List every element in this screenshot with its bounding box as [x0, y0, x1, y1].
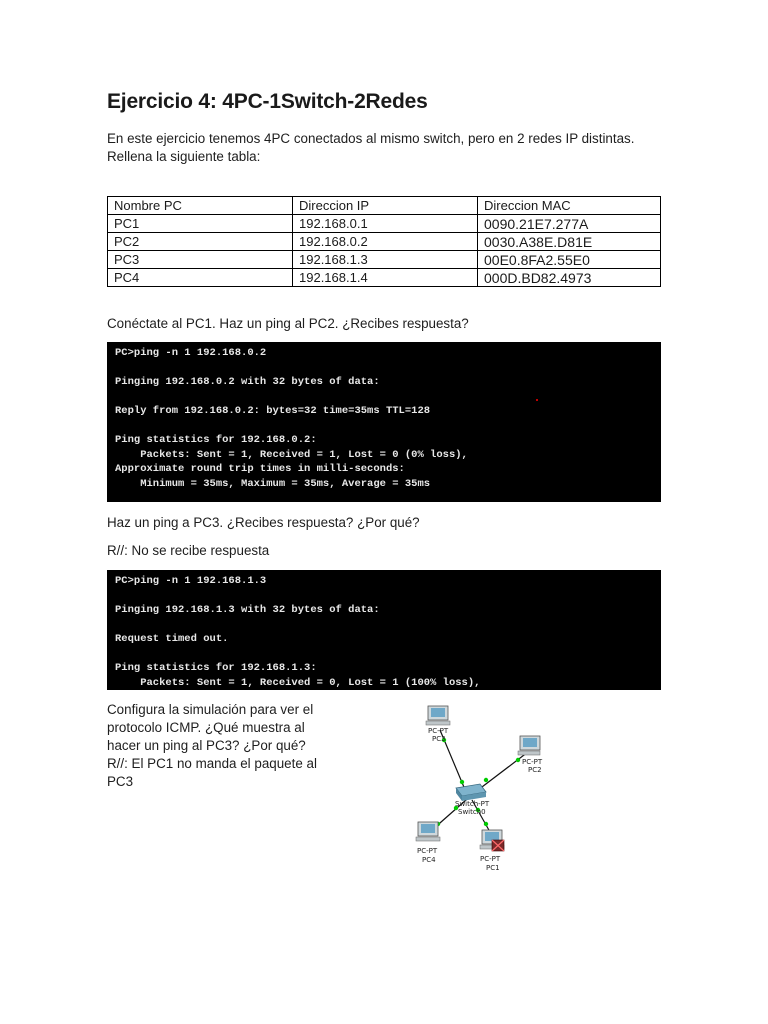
terminal-line: Minimum = 35ms, Maximum = 35ms, Average = 35ms: [115, 477, 431, 490]
terminal-line: Pinging 192.168.1.3 with 32 bytes of data:: [115, 604, 380, 616]
terminal-ping-pc2: [107, 342, 661, 502]
question-1: Conéctate al PC1. Haz un ping al PC2. ¿Recibes respuesta?: [107, 316, 469, 331]
terminal-line: Packets: Sent = 1, Received = 0, Lost = 1 (100% loss),: [115, 676, 481, 689]
red-pixel-mark: [536, 399, 538, 401]
cell-ip: 192.168.1.4: [293, 269, 478, 287]
pc2-type-label: PC-PT: [522, 758, 543, 766]
question-3-line3: hacer un ping al PC3? ¿Por qué?: [107, 738, 306, 753]
terminal-ping-pc3: [107, 570, 661, 690]
pc-keyboard-icon: [416, 837, 440, 841]
link-light-icon: [484, 778, 488, 782]
cell-mac: 000D.BD82.4973: [478, 269, 661, 287]
table-row: [108, 233, 661, 251]
question-3-line1: Configura la simulación para ver el: [107, 702, 314, 717]
switch-type-label: Switch-PT: [455, 800, 490, 808]
terminal-line: PC>ping -n 1 192.168.1.3: [115, 575, 267, 587]
cell-pc-name: PC3: [108, 251, 293, 269]
cell-pc-name: PC4: [108, 269, 293, 287]
terminal-line: [115, 419, 661, 434]
answer-3-line1: R//: El PC1 no manda el paquete al: [107, 756, 317, 771]
network-topology-diagram: [400, 700, 543, 880]
cell-ip: 192.168.0.2: [293, 233, 478, 251]
terminal-line: [115, 589, 661, 604]
cell-ip: 192.168.1.3: [293, 251, 478, 269]
terminal-line: Request timed out.: [115, 633, 229, 645]
link-light-icon: [516, 758, 520, 762]
pc1-name-label: PC1: [486, 864, 500, 872]
terminal-line: [115, 361, 661, 376]
table-row: [108, 251, 661, 269]
pc1-node[interactable]: [480, 830, 504, 872]
switch0-node[interactable]: [455, 784, 490, 816]
pc2-node[interactable]: [518, 736, 543, 774]
pc1-type-label: PC-PT: [480, 855, 501, 863]
pc-screen-icon: [523, 738, 537, 747]
terminal-line: PC>ping -n 1 192.168.0.2: [115, 347, 267, 359]
header-nombre-pc: Nombre PC: [108, 197, 293, 215]
table-header-row: [108, 197, 661, 215]
pc-keyboard-icon: [426, 721, 450, 725]
pc4-node[interactable]: [416, 822, 440, 864]
header-direccion-ip: Direccion IP: [293, 197, 478, 215]
link-light-icon: [460, 780, 464, 784]
network-links: [432, 730, 528, 832]
page-title: Ejercicio 4: 4PC-1Switch-2Redes: [107, 90, 428, 113]
pc2-name-label: PC2: [528, 766, 542, 774]
pc3-node[interactable]: [426, 706, 450, 743]
table-row: [108, 215, 661, 233]
intro-text-line2: Rellena la siguiente tabla:: [107, 149, 261, 164]
table-row: [108, 269, 661, 287]
pc-address-table: [107, 196, 661, 287]
cell-mac: 0030.A38E.D81E: [478, 233, 661, 251]
cell-pc-name: PC1: [108, 215, 293, 233]
pc-keyboard-icon: [518, 751, 540, 755]
terminal-line: Packets: Sent = 1, Received = 1, Lost = 0 (0% loss),: [115, 448, 468, 461]
terminal-line: [115, 618, 661, 633]
pc-screen-icon: [485, 832, 499, 841]
question-3-line2: protocolo ICMP. ¿Qué muestra al: [107, 720, 305, 735]
cell-ip: 192.168.0.1: [293, 215, 478, 233]
pc3-type-label: PC-PT: [428, 727, 449, 735]
pc4-type-label: PC-PT: [417, 847, 438, 855]
terminal-line: [115, 647, 661, 662]
pc4-name-label: PC4: [422, 856, 436, 864]
link-light-icon: [484, 822, 488, 826]
question-2: Haz un ping a PC3. ¿Recibes respuesta? ¿Por qué?: [107, 515, 420, 530]
cell-mac: 0090.21E7.277A: [478, 215, 661, 233]
terminal-line: Approximate round trip times in milli-seconds:: [115, 463, 405, 475]
terminal-line: Ping statistics for 192.168.0.2:: [115, 434, 317, 446]
pc-screen-icon: [431, 708, 445, 717]
header-direccion-mac: Direccion MAC: [478, 197, 661, 215]
cell-pc-name: PC2: [108, 233, 293, 251]
terminal-line: [115, 390, 661, 405]
terminal-line: Ping statistics for 192.168.1.3:: [115, 662, 317, 674]
terminal-line: Pinging 192.168.0.2 with 32 bytes of data:: [115, 376, 380, 388]
switch-name-label: Switch0: [458, 808, 486, 816]
terminal-line: Reply from 192.168.0.2: bytes=32 time=35ms TTL=128: [115, 405, 431, 417]
answer-3-line2: PC3: [107, 774, 134, 789]
pc3-name-label: PC3: [432, 735, 446, 743]
link-pc2-switch: [478, 752, 528, 790]
pc-screen-icon: [421, 824, 435, 833]
intro-text-line1: En este ejercicio tenemos 4PC conectados al mismo switch, pero en 2 redes IP distintas.: [107, 131, 635, 146]
answer-2: R//: No se recibe respuesta: [107, 543, 270, 558]
cell-mac: 00E0.8FA2.55E0: [478, 251, 661, 269]
